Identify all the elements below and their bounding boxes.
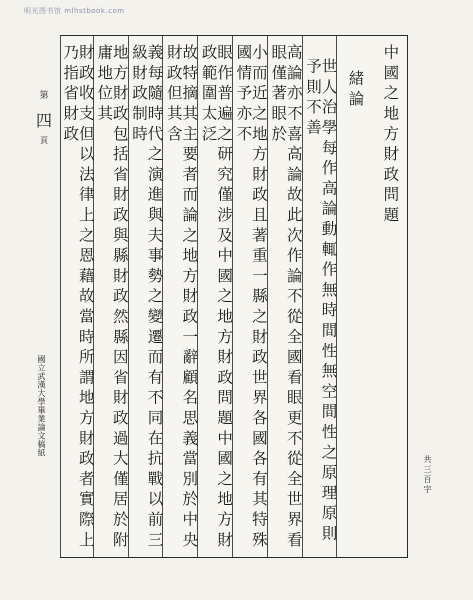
column-text: 小而近之地方財政且著重一縣之財政世界各國各有其特殊國情予亦不 <box>234 44 268 552</box>
library-imprint: 國立武漢大學畢業論文稿紙 <box>37 355 46 457</box>
column-3 <box>302 36 338 557</box>
column-text: 世人治學每作高論動輒作無時間性無空間性之原理原則予則不善 <box>304 58 338 546</box>
column-text: 眼作普遍之研究僅涉及中國之地方財政問題中國之地方財政範圍太泛 <box>199 44 234 552</box>
column-2 <box>336 36 372 557</box>
page-label: 第 <box>39 91 49 101</box>
column-5 <box>232 36 268 557</box>
page-unit: 頁 <box>40 136 48 145</box>
column-8 <box>128 36 164 557</box>
column-4 <box>267 36 303 557</box>
column-text: 中國之地方財政問題 <box>381 44 400 227</box>
column-text: 高論亦不喜高論故此次作論不從全國看眼更不從全世界看眼僅著眼於 <box>269 44 303 552</box>
column-1 <box>372 36 407 557</box>
column-9 <box>93 36 129 557</box>
column-text: 地方財政包括省財政與縣財政然縣因省財政過大僅居於附庸地位其 <box>95 44 129 552</box>
column-7 <box>162 36 198 557</box>
manuscript-grid <box>60 35 408 558</box>
column-text: 故特摘其主要者而論之地方財政一辭顧名思義當別於中央財政但其含 <box>164 44 199 552</box>
column-text: 義每隨時代之演進與夫事勢之變遷而有不同在抗戰以前三級財政制時 <box>130 44 164 552</box>
watermark-text: 明光图书馆 mlhstbook.com <box>24 7 125 15</box>
character-total: 共三百字 <box>423 455 432 495</box>
column-text: 緒論 <box>346 70 365 111</box>
column-text: 財政收支但以法律上之恩藉故當時所謂地方財政者實際上乃指省財政 <box>61 44 95 552</box>
page-number: 四 <box>35 111 52 130</box>
column-6 <box>197 36 233 557</box>
column-10 <box>60 36 94 557</box>
